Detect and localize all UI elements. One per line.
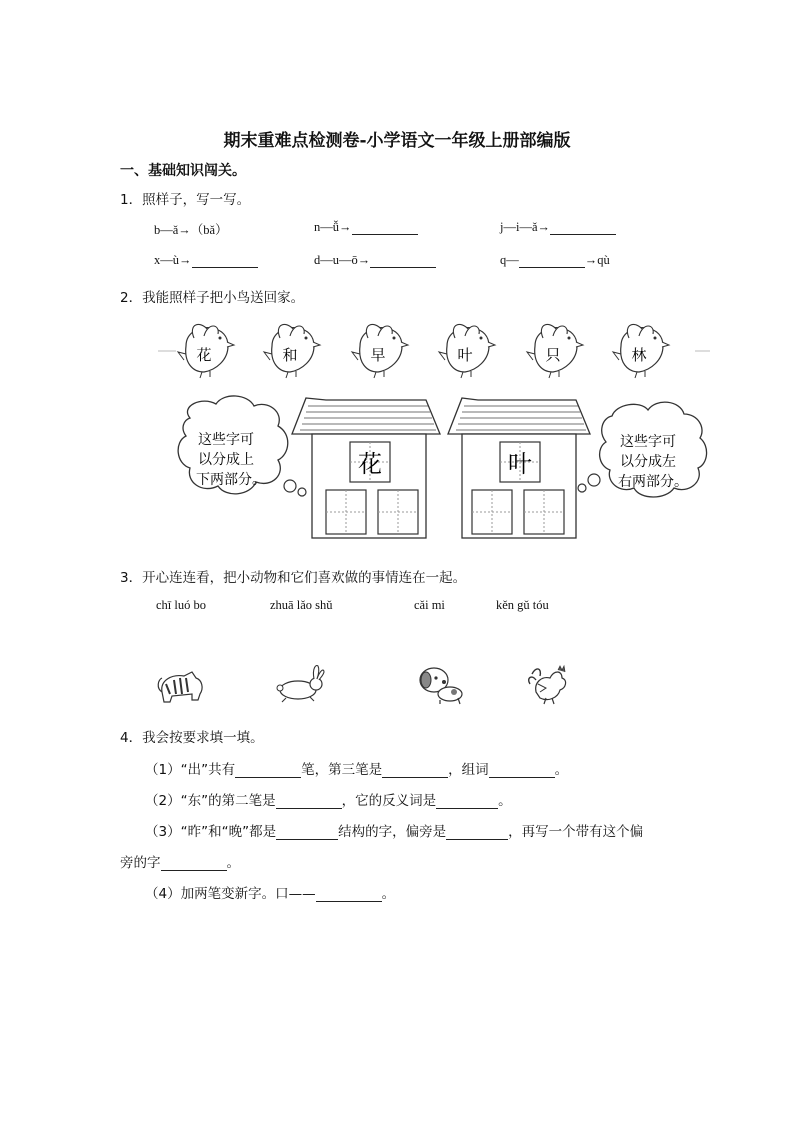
question-4-label: 4．我会按要求填一填。: [120, 730, 264, 746]
left-thought-bubble: [178, 396, 306, 496]
rooster-icon[interactable]: [529, 666, 566, 704]
svg-text:花: 花: [358, 450, 382, 478]
bird-1[interactable]: [178, 324, 234, 378]
q1-item-6: q— →qù: [500, 253, 610, 267]
answer-blank[interactable]: [489, 763, 555, 778]
animals-row: [150, 660, 570, 706]
svg-text:花: 花: [196, 346, 212, 364]
q4-line-4: （4）加两笔变新字。口—— 。: [145, 886, 396, 902]
svg-text:林: 林: [631, 346, 647, 364]
q1-item-2: n—ǚ→: [314, 220, 418, 235]
answer-blank[interactable]: [276, 794, 342, 809]
pinyin-1[interactable]: chī luó bo: [156, 598, 206, 612]
q4-line-1: （1）“出”共有 笔，第三笔是 ，组词 。: [145, 762, 569, 778]
pinyin-3[interactable]: cǎi mi: [414, 598, 445, 612]
answer-blank[interactable]: [436, 794, 498, 809]
left-house[interactable]: [292, 398, 440, 538]
section-heading: 一、基础知识闯关。: [120, 163, 246, 179]
svg-text:以分成左: 以分成左: [620, 454, 676, 470]
q1-item-3: j—i—ǎ→: [500, 220, 616, 235]
answer-blank[interactable]: [550, 220, 616, 235]
question-2-label: 2．我能照样子把小鸟送回家。: [120, 290, 305, 306]
svg-text:下两部分。: 下两部分。: [196, 472, 266, 488]
svg-text:和: 和: [282, 346, 298, 364]
answer-blank[interactable]: [382, 763, 448, 778]
answer-blank[interactable]: [446, 825, 508, 840]
pinyin-4[interactable]: kěn gǔ tóu: [496, 598, 549, 612]
answer-blank[interactable]: [370, 253, 436, 268]
right-house[interactable]: [448, 398, 590, 538]
answer-blank[interactable]: [316, 887, 382, 902]
cat-icon[interactable]: [158, 672, 202, 702]
bird-4[interactable]: [439, 324, 495, 378]
svg-text:早: 早: [370, 346, 386, 364]
q1-example: b—ǎ→（bǎ）: [154, 223, 228, 237]
question-1-label: 1．照样子，写一写。: [120, 192, 251, 208]
svg-text:这些字可: 这些字可: [198, 432, 254, 448]
q1-item-5: d—u—ō→: [314, 253, 436, 268]
pinyin-2[interactable]: zhuā lǎo shǔ: [270, 598, 333, 612]
bird-3[interactable]: [352, 324, 408, 378]
svg-text:右两部分。: 右两部分。: [618, 474, 688, 490]
svg-text:叶: 叶: [457, 346, 473, 364]
bird-2[interactable]: [264, 324, 320, 378]
bird-house-illustration: [150, 318, 710, 544]
q4-line-2: （2）“东”的第二笔是 ，它的反义词是 。: [145, 793, 512, 809]
dog-icon[interactable]: [420, 668, 462, 704]
rabbit-icon[interactable]: [277, 666, 324, 702]
q1-item-4: x—ù→: [154, 253, 258, 268]
svg-text:以分成上: 以分成上: [198, 452, 254, 468]
answer-blank[interactable]: [192, 253, 258, 268]
answer-blank[interactable]: [352, 220, 418, 235]
answer-blank[interactable]: [235, 763, 301, 778]
bird-5[interactable]: [527, 324, 583, 378]
answer-blank[interactable]: [276, 825, 338, 840]
right-thought-bubble: [578, 402, 707, 497]
bird-6[interactable]: [613, 324, 669, 378]
svg-text:叶: 叶: [508, 450, 532, 478]
q4-line-3: （3）“昨”和“晚”都是 结构的字，偏旁是 ，再写一个带有这个偏: [145, 824, 644, 840]
answer-blank[interactable]: [519, 253, 585, 268]
page-title: 期末重难点检测卷-小学语文一年级上册部编版: [223, 131, 571, 151]
question-3-label: 3．开心连连看，把小动物和它们喜欢做的事情连在一起。: [120, 570, 467, 586]
q4-line-3-cont: 旁的字 。: [120, 855, 240, 871]
answer-blank[interactable]: [161, 856, 227, 871]
svg-text:只: 只: [545, 346, 561, 364]
svg-text:这些字可: 这些字可: [620, 434, 676, 450]
